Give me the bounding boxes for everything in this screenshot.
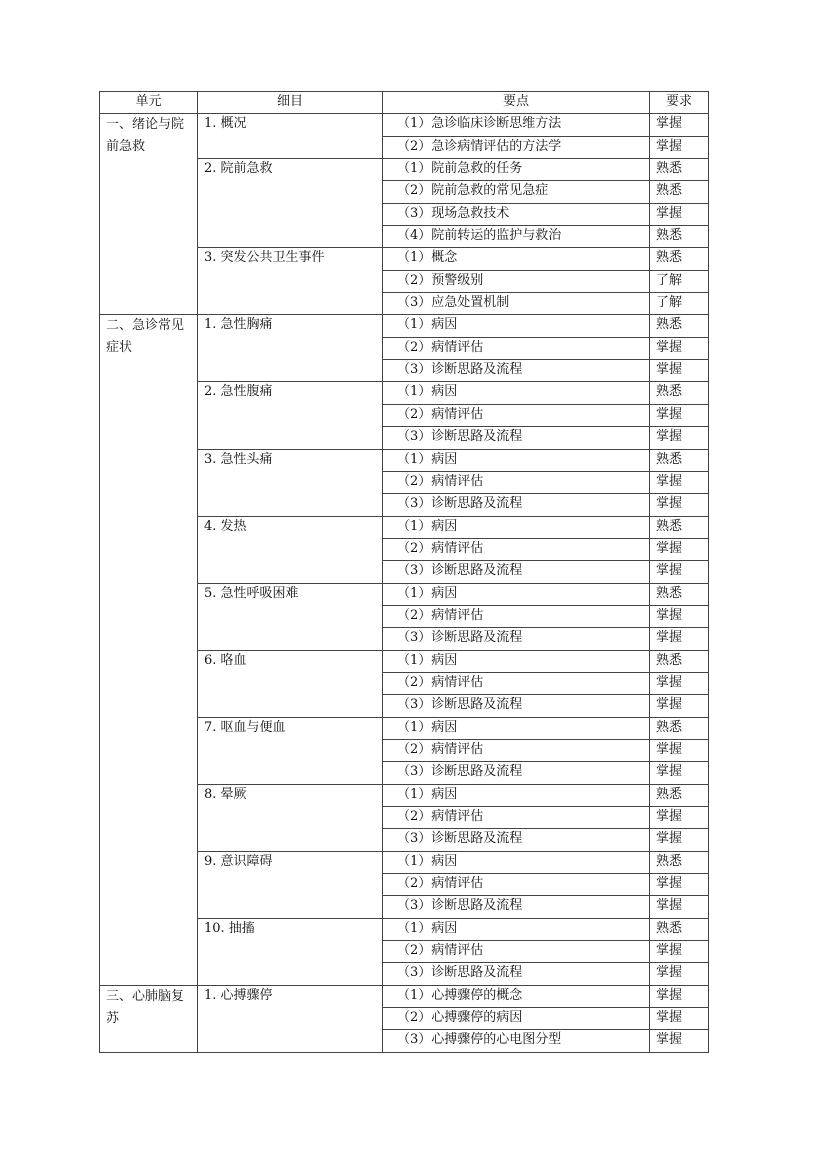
point-cell: （3）诊断思路及流程 — [383, 963, 650, 985]
point-cell: （1）院前急救的任务 — [383, 159, 650, 181]
requirement-cell: 掌握 — [650, 807, 709, 829]
requirement-cell: 掌握 — [650, 829, 709, 851]
point-cell: （2）病情评估 — [383, 941, 650, 963]
requirement-cell: 掌握 — [650, 1008, 709, 1030]
unit-cell: 二、急诊常见症状 — [100, 315, 198, 985]
item-cell: 3. 突发公共卫生事件 — [198, 248, 383, 315]
requirement-cell: 熟悉 — [650, 181, 709, 203]
point-cell: （1）病因 — [383, 516, 650, 538]
point-cell: （2）病情评估 — [383, 337, 650, 359]
syllabus-table — [99, 91, 709, 1053]
point-cell: （2）心搏骤停的病因 — [383, 1008, 650, 1030]
point-cell: （4）院前转运的监护与救治 — [383, 226, 650, 248]
requirement-cell: 熟悉 — [650, 583, 709, 605]
item-cell: 4. 发热 — [198, 516, 383, 583]
requirement-cell: 掌握 — [650, 203, 709, 225]
point-cell: （1）病因 — [383, 918, 650, 940]
point-cell: （3）诊断思路及流程 — [383, 494, 650, 516]
requirement-cell: 掌握 — [650, 985, 709, 1007]
header-item: 细目 — [198, 92, 383, 114]
point-cell: （1）病因 — [383, 851, 650, 873]
point-cell: （1）急诊临床诊断思维方法 — [383, 114, 650, 136]
point-cell: （3）诊断思路及流程 — [383, 427, 650, 449]
item-cell: 1. 急性胸痛 — [198, 315, 383, 382]
requirement-cell: 掌握 — [650, 561, 709, 583]
requirement-cell: 掌握 — [650, 739, 709, 761]
point-cell: （2）病情评估 — [383, 605, 650, 627]
item-cell: 7. 呕血与便血 — [198, 717, 383, 784]
point-cell: （3）诊断思路及流程 — [383, 695, 650, 717]
point-cell: （3）诊断思路及流程 — [383, 360, 650, 382]
requirement-cell: 掌握 — [650, 538, 709, 560]
requirement-cell: 掌握 — [650, 427, 709, 449]
requirement-cell: 掌握 — [650, 762, 709, 784]
requirement-cell: 掌握 — [650, 695, 709, 717]
requirement-cell: 掌握 — [650, 114, 709, 136]
requirement-cell: 熟悉 — [650, 226, 709, 248]
requirement-cell: 掌握 — [650, 672, 709, 694]
point-cell: （2）病情评估 — [383, 672, 650, 694]
requirement-cell: 掌握 — [650, 1030, 709, 1052]
header-requirement: 要求 — [650, 92, 709, 114]
requirement-cell: 掌握 — [650, 471, 709, 493]
point-cell: （2）病情评估 — [383, 404, 650, 426]
point-cell: （3）诊断思路及流程 — [383, 561, 650, 583]
point-cell: （3）应急处置机制 — [383, 293, 650, 315]
item-cell: 1. 概况 — [198, 114, 383, 159]
item-cell: 3. 急性头痛 — [198, 449, 383, 516]
point-cell: （1）病因 — [383, 717, 650, 739]
requirement-cell: 了解 — [650, 293, 709, 315]
table-row — [100, 315, 709, 337]
point-cell: （3）现场急救技术 — [383, 203, 650, 225]
requirement-cell: 熟悉 — [650, 315, 709, 337]
point-cell: （1）概念 — [383, 248, 650, 270]
item-cell: 5. 急性呼吸困难 — [198, 583, 383, 650]
requirement-cell: 掌握 — [650, 963, 709, 985]
requirement-cell: 掌握 — [650, 136, 709, 158]
unit-cell: 三、心肺脑复苏 — [100, 985, 198, 1052]
point-cell: （1）心搏骤停的概念 — [383, 985, 650, 1007]
requirement-cell: 掌握 — [650, 360, 709, 382]
point-cell: （1）病因 — [383, 315, 650, 337]
item-cell: 6. 咯血 — [198, 650, 383, 717]
table-row — [100, 985, 709, 1007]
requirement-cell: 掌握 — [650, 941, 709, 963]
point-cell: （2）病情评估 — [383, 874, 650, 896]
point-cell: （2）病情评估 — [383, 807, 650, 829]
item-cell: 9. 意识障碍 — [198, 851, 383, 918]
requirement-cell: 掌握 — [650, 628, 709, 650]
point-cell: （1）病因 — [383, 449, 650, 471]
header-row — [100, 92, 709, 114]
point-cell: （2）预警级别 — [383, 270, 650, 292]
point-cell: （1）病因 — [383, 784, 650, 806]
point-cell: （2）病情评估 — [383, 538, 650, 560]
point-cell: （3）心搏骤停的心电图分型 — [383, 1030, 650, 1052]
item-cell: 2. 急性腹痛 — [198, 382, 383, 449]
requirement-cell: 熟悉 — [650, 717, 709, 739]
point-cell: （3）诊断思路及流程 — [383, 896, 650, 918]
requirement-cell: 掌握 — [650, 605, 709, 627]
requirement-cell: 熟悉 — [650, 918, 709, 940]
requirement-cell: 熟悉 — [650, 516, 709, 538]
requirement-cell: 掌握 — [650, 404, 709, 426]
requirement-cell: 熟悉 — [650, 159, 709, 181]
requirement-cell: 掌握 — [650, 494, 709, 516]
requirement-cell: 熟悉 — [650, 248, 709, 270]
item-cell: 8. 晕厥 — [198, 784, 383, 851]
requirement-cell: 掌握 — [650, 337, 709, 359]
requirement-cell: 掌握 — [650, 874, 709, 896]
table-row — [100, 114, 709, 136]
point-cell: （3）诊断思路及流程 — [383, 628, 650, 650]
requirement-cell: 了解 — [650, 270, 709, 292]
point-cell: （2）院前急救的常见急症 — [383, 181, 650, 203]
table-body — [100, 114, 709, 1052]
point-cell: （1）病因 — [383, 382, 650, 404]
header-unit: 单元 — [100, 92, 198, 114]
requirement-cell: 熟悉 — [650, 851, 709, 873]
requirement-cell: 掌握 — [650, 896, 709, 918]
header-point: 要点 — [383, 92, 650, 114]
point-cell: （2）病情评估 — [383, 471, 650, 493]
point-cell: （2）病情评估 — [383, 739, 650, 761]
item-cell: 10. 抽搐 — [198, 918, 383, 985]
item-cell: 1. 心搏骤停 — [198, 985, 383, 1052]
point-cell: （1）病因 — [383, 650, 650, 672]
point-cell: （2）急诊病情评估的方法学 — [383, 136, 650, 158]
unit-cell: 一、绪论与院前急救 — [100, 114, 198, 315]
point-cell: （3）诊断思路及流程 — [383, 829, 650, 851]
point-cell: （3）诊断思路及流程 — [383, 762, 650, 784]
point-cell: （1）病因 — [383, 583, 650, 605]
requirement-cell: 熟悉 — [650, 449, 709, 471]
requirement-cell: 熟悉 — [650, 784, 709, 806]
item-cell: 2. 院前急救 — [198, 159, 383, 248]
requirement-cell: 熟悉 — [650, 382, 709, 404]
requirement-cell: 熟悉 — [650, 650, 709, 672]
